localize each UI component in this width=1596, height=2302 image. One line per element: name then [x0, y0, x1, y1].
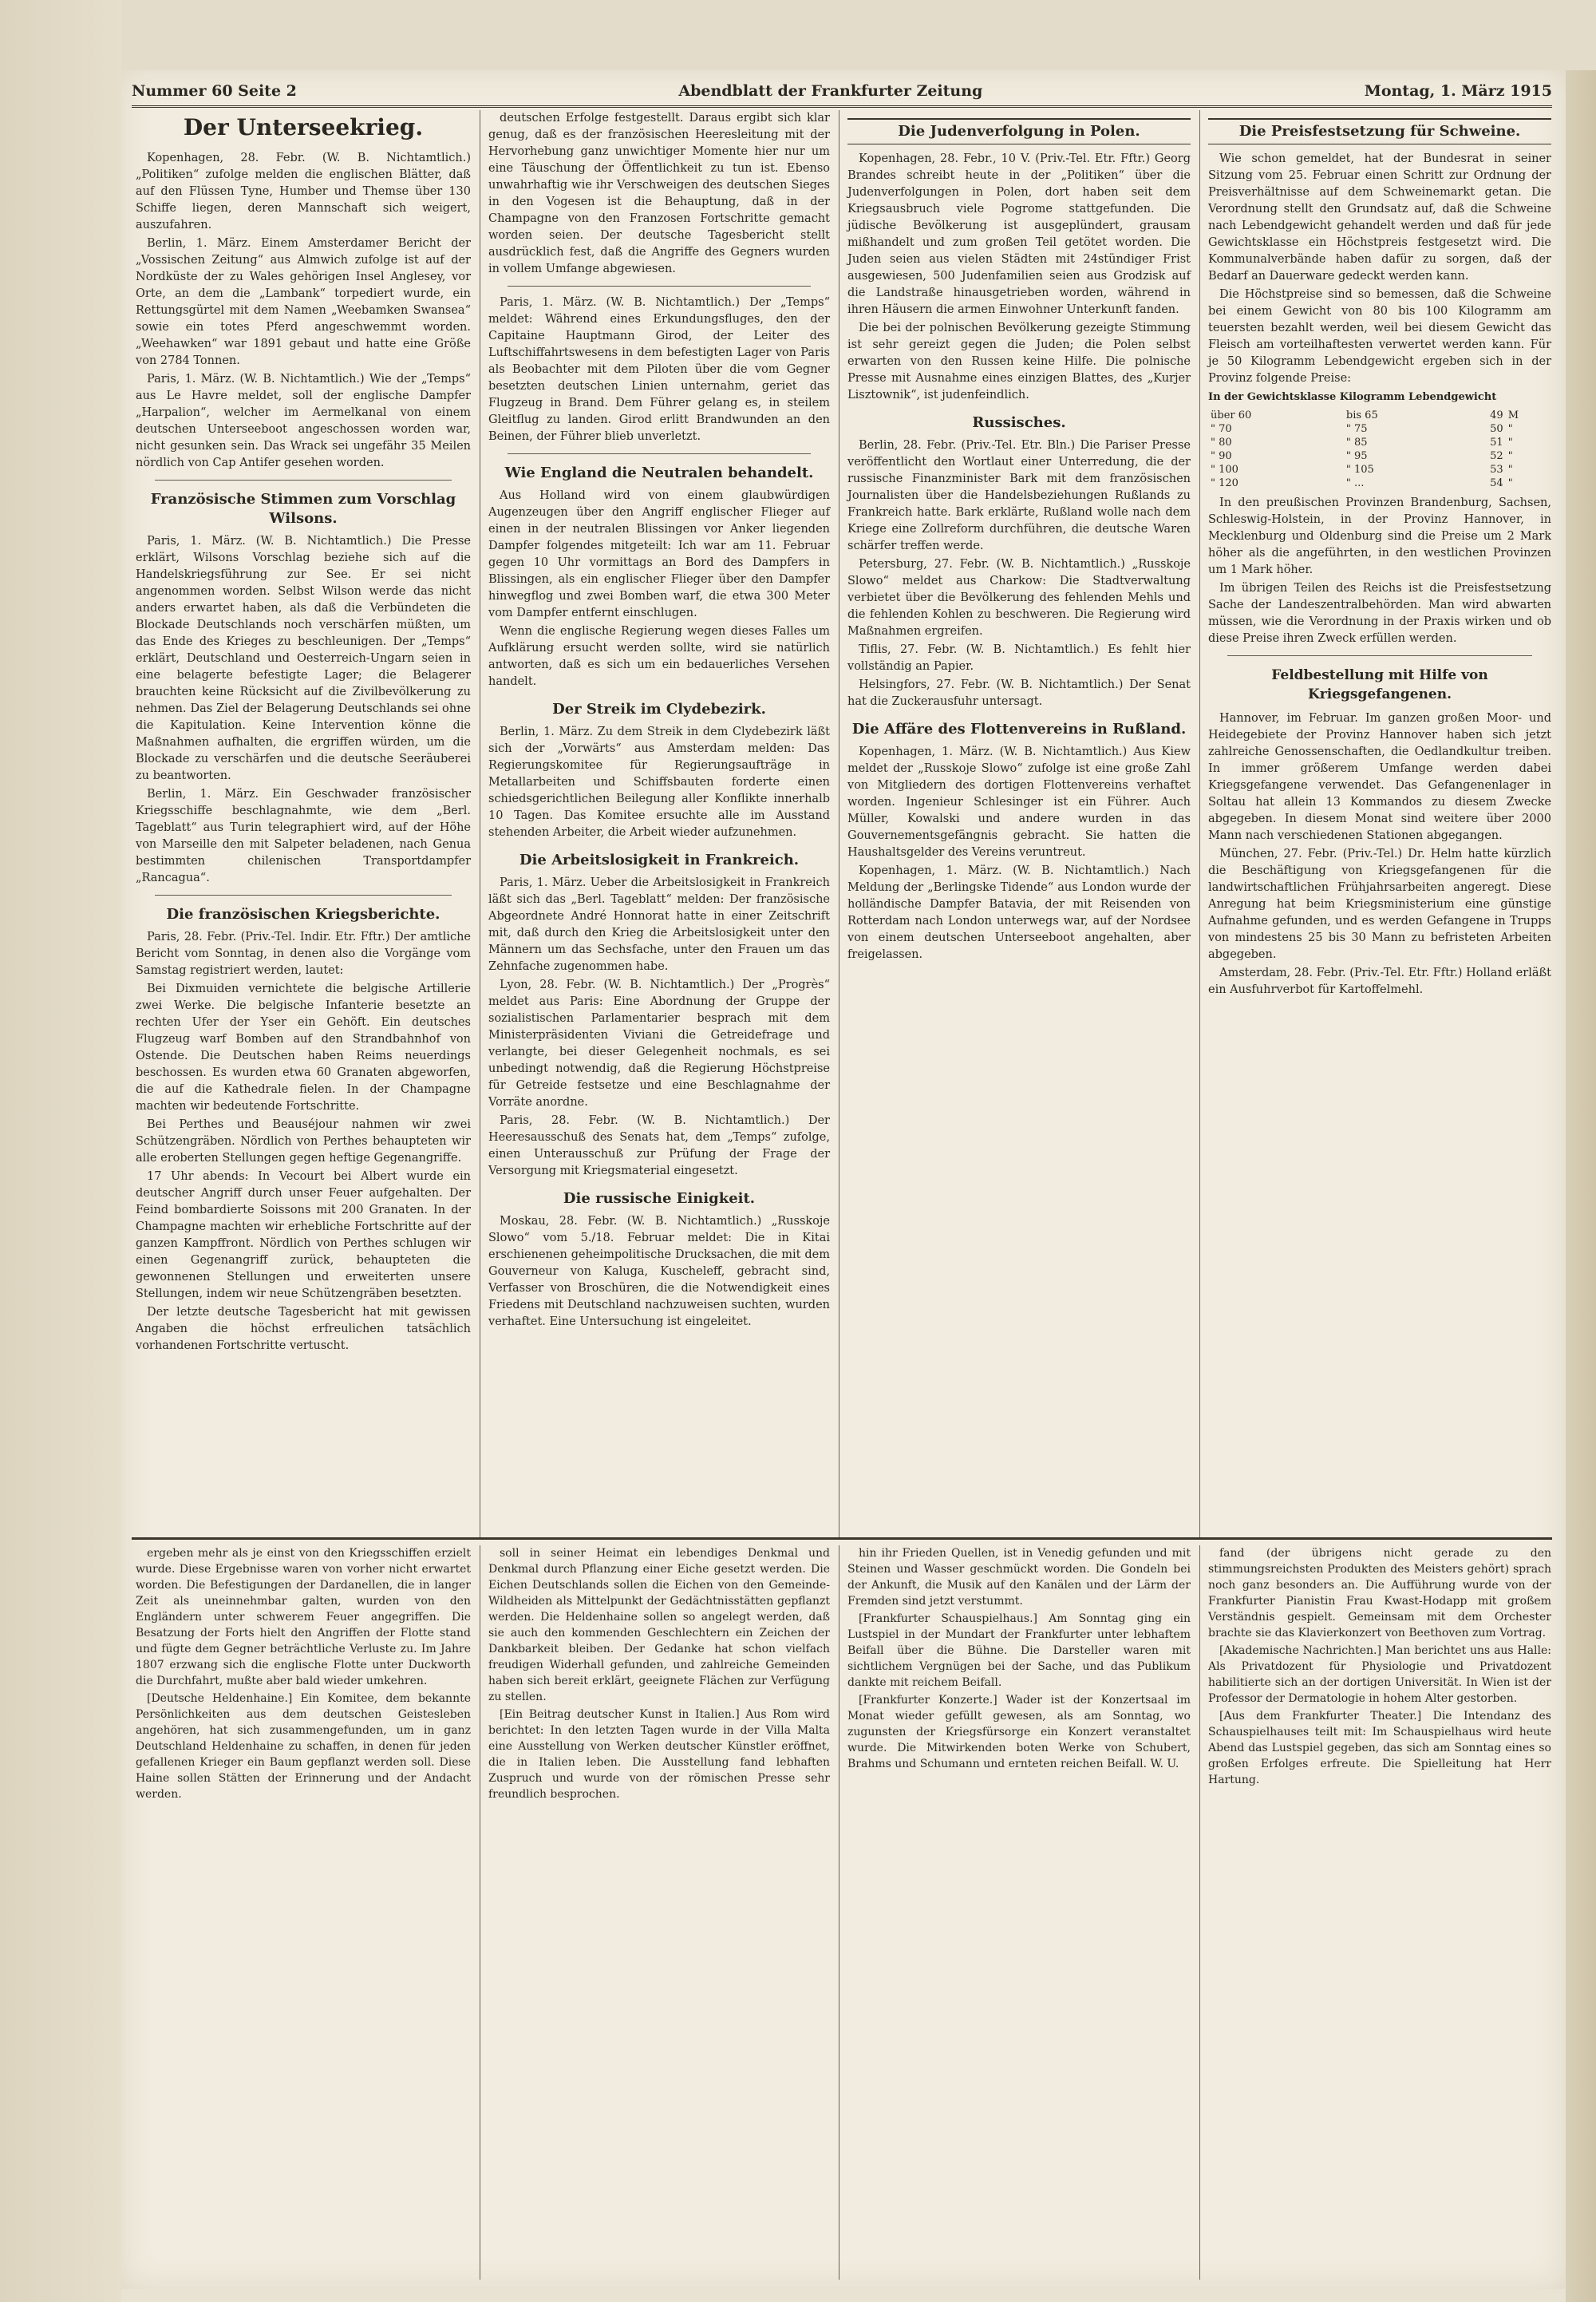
section-heading: Die Arbeitslosigkeit in Frankreich. — [519, 852, 800, 868]
article-paragraph: Die Höchstpreise sind so bemessen, daß die Schweine bei einem Gewicht von 80 bis 100 Kilogramm am teuersten bezahlt werden, weil bei diesem Gewicht das Fleisch am vorteilhaftesten verwertet werden kann. Für je 50 Kilogramm Lebendgewicht ergeben sich in der Provinz folgende Preise: — [1208, 288, 1551, 385]
article-paragraph: Moskau, 28. Febr. (W. B. Nichtamtlich.) „Russkoje Slowo“ vom 5./18. Februar meldet: Die in Kitai erschienenen geheimpolitische Drucksachen, die mit dem Gouverneur von Kaluga, Kuscheleff, gebracht sind, Verfasser von Broschüren, die die Notwendigkeit eines Friedens mit Deutschland nachzuweisen suchten, wurden verhaftet. Eine Untersuchung ist eingeleitet. — [488, 1215, 830, 1328]
column-divider — [1199, 1545, 1200, 2280]
article-paragraph: Berlin, 1. März. Ein Geschwader französischer Kriegsschiffe beschlagnahmte, wie dem „Berl. Tageblatt“ aus Turin telegraphiert wird, auf der Höhe von Marseille den mit Salpeter beladenen, nach Genua bestimmten chilenischen Transportdampfer „Rancagua“. — [136, 788, 471, 884]
article-paragraph: Petersburg, 27. Febr. (W. B. Nichtamtlich.) „Russkoje Slowo“ meldet aus Charkow: Die Stadtverwaltung verbietet über die Bevölkerung des fehlenden Mehls und die fehlenden Kohlen zu beschweren. Die Regierung wird Maßnahmen ergreifen. — [847, 558, 1191, 638]
column-3 — [847, 110, 1191, 965]
article-paragraph: Berlin, 1. März. Einem Amsterdamer Bericht der „Vossischen Zeitung“ aus Almwich zufolge ist auf der Nordküste der zu Wales gehörigen Insel Anglesey, vor Orte, an dem die „Lambank“ torpediert wurde, ein Rettungsgürtel mit dem Namen „Weebamken Swansea“ sowie ein totes Pferd angeschwemmt worden. „Weehawken“ war 1891 gebaut und hatte eine Größe von 2784 Tonnen. — [136, 237, 471, 367]
column-4 — [1208, 110, 1551, 1000]
section-heading: Wie England die Neutralen behandelt. — [504, 465, 814, 481]
section-heading: Die Preisfestsetzung für Schweine. — [1208, 118, 1551, 144]
column-divider — [1199, 110, 1200, 1537]
section-heading: Die Affäre des Flottenvereins in Rußland. — [851, 721, 1187, 738]
table-row: über 60 bis 65 49 M — [1211, 409, 1519, 421]
feuilleton-paragraph: [Frankfurter Schauspielhaus.] Am Sonntag ging ein Lustspiel in der Mundart der Frankfurter unter lebhaftem Beifall über die Bühne. Die Darsteller waren mit sichtlichem Vergnügen bei der Sache, und das Publikum dankte mit reichem Beifall. — [847, 1612, 1191, 1689]
issue-date: Montag, 1. März 1915 — [1364, 82, 1552, 100]
article-paragraph: 17 Uhr abends: In Vecourt bei Albert wurde ein deutscher Angriff durch unser Feuer aufgehalten. Der Feind bombardierte Soissons mit 200 Granaten. In der Champagne machten wir erhebliche Fortschritte auf der ganzen Kampffront. Nördlich von Perthes schlugen wir einen Gegenangriff zurück, behaupteten die gewonnenen Stellungen und erweiterten unsere Stellungen, indem wir neue Schützengräben besetzten. — [136, 1170, 471, 1300]
divider — [155, 480, 452, 481]
section-heading: Der Streik im Clydebezirk. — [552, 701, 766, 718]
divider — [508, 286, 811, 287]
article-paragraph: Der letzte deutsche Tagesbericht hat mit gewissen Angaben die höchst erfreulichen tatsächlich vorhandenen Fortschritte vertuscht. — [136, 1306, 471, 1352]
table-row: " 80 " 85 51 " — [1211, 437, 1513, 449]
table-row: " 70 " 75 50 " — [1211, 423, 1513, 435]
article-paragraph: Bei Dixmuiden vernichtete die belgische Artillerie zwei Werke. Die belgische Infanterie besetzte an rechten Ufer der Yser ein Gehöft. Ein deutsches Flugzeug warf Bomben auf den Strandbahnhof von Ostende. Die Deutschen haben Reims neuerdings beschossen. Es wurden etwa 60 Granaten abgeworfen, die auf die Kathedrale fielen. In der Champagne machten wir bedeutende Fortschritte. — [136, 983, 471, 1113]
section-heading: Feldbestellung mit Hilfe von Kriegsgefangenen. — [1271, 667, 1488, 702]
table-row: " 120 " ... 54 " — [1211, 477, 1513, 489]
divider — [508, 453, 811, 454]
feuilleton-paragraph: [Frankfurter Konzerte.] Wader ist der Konzertsaal im Monat wieder gefüllt gewesen, als am Sonntag, wo zugunsten der Kriegsfürsorge ein Konzert veranstaltet wurde. Die Mitwirkenden boten Werke von Schubert, Brahms und Schumann und ernteten reichen Beifall. W. U. — [847, 1694, 1191, 1770]
article-paragraph: Aus Holland wird von einem glaubwürdigen Augenzeugen über den Angriff englischer Flieger auf einen in der neutralen Blissingen vor Anker liegenden Dampfer folgendes mitgeteilt: Ich war am 11. Februar gegen 10 Uhr vormittags an Bord des Dampfers in Blissingen, als ein englischer Flieger über den Dampfer hinwegflog und zwei Bomben warf, die etwa 300 Meter vom Dampfer entfernt einschlugen. — [488, 489, 830, 619]
divider — [1227, 655, 1532, 656]
table-caption: In der Gewichtsklasse Kilogramm Lebendgewicht — [1208, 391, 1497, 403]
article-paragraph: Paris, 1. März. (W. B. Nichtamtlich.) Wie der „Temps“ aus Le Havre meldet, soll der englische Dampfer „Harpalion“, welcher im Aermelkanal von einem deutschen Unterseeboot angeschossen worden war, nicht gesunken sein. Das Wrack sei ungefähr 35 Meilen nördlich von Cap Antifer gesehen worden. — [136, 373, 471, 469]
newspaper-title: Abendblatt der Frankfurter Zeitung — [678, 82, 983, 100]
feuilleton-paragraph: [Ein Beitrag deutscher Kunst in Italien.] Aus Rom wird berichtet: In den letzten Tagen wurde in der Villa Malta eine Ausstellung von Werken deutscher Künstler eröffnet, die in Italien leben. Die Ausstellung fand lebhaften Zuspruch und wurde von der römischen Presse sehr freundlich besprochen. — [488, 1708, 830, 1801]
section-heading: Französische Stimmen zum Vorschlag Wilsons. — [150, 491, 456, 527]
article-paragraph: Paris, 28. Febr. (W. B. Nichtamtlich.) Der Heeresausschuß des Senats hat, dem „Temps“ zufolge, einen Unterausschuß zur Prüfung der Frage der Versorgung mit Kriegsmaterial eingesetzt. — [488, 1114, 830, 1177]
article-headline: Der Unterseekrieg. — [183, 114, 424, 140]
article-paragraph: Paris, 1. März. (W. B. Nichtamtlich.) Der „Temps“ meldet: Während eines Erkundungsfluges, den der Capitaine Hauptmann Girod, der Leiter des Luftschiffahrtswesens in dem befestigten Lager von Paris als Beobachter mit dem Piloten über die vom Gegner besetzten deutschen Linien unternahm, geriet das Flugzeug in Brand. Dem Führer gelang es, in steilem Gleitflug zu landen. Girod erlitt Brandwunden an den Beinen, der Führer blieb unverletzt. — [488, 296, 830, 443]
article-paragraph: Paris, 1. März. Ueber die Arbeitslosigkeit in Frankreich läßt sich das „Berl. Tageblatt“ melden: Der französische Abgeordnete André Honnorat hatte in einer Zeitschrift mit, daß durch den Krieg die Arbeitslosigkeit unter den Männern um das Sechsfache, unter den Frauen um das Zehnfache zugenommen habe. — [488, 876, 830, 973]
article-paragraph: In den preußischen Provinzen Brandenburg, Sachsen, Schleswig-Holstein, in der Provinz Hannover, in Mecklenburg und Oldenburg sind die Preise um 2 Mark höher als die angeführten, in den westlichen Provinzen um 1 Mark höher. — [1208, 496, 1551, 576]
article-paragraph: Helsingfors, 27. Febr. (W. B. Nichtamtlich.) Der Senat hat die Zuckerausfuhr untersagt. — [847, 678, 1191, 708]
article-paragraph: Amsterdam, 28. Febr. (Priv.-Tel. Etr. Fftr.) Holland erläßt ein Ausfuhrverbot für Kartoffelmehl. — [1208, 967, 1551, 996]
article-paragraph: Lyon, 28. Febr. (W. B. Nichtamtlich.) Der „Progrès“ meldet aus Paris: Eine Abordnung der Gruppe der sozialistischen Parlamentarier besprach mit dem Ministerpräsidenten Viviani die Getreidefrage und verlangte, bei dieser Gelegenheit nochmals, es sei unbedingt notwendig, daß die Regierung Höchstpreise für Getreide festsetze und eine Beschlagnahme der Vorräte anordne. — [488, 979, 830, 1109]
price-table — [1208, 409, 1551, 490]
article-paragraph: Paris, 1. März. (W. B. Nichtamtlich.) Die Presse erklärt, Wilsons Vorschlag beziehe sich auf die Handelskriegsführung zur See. Er sei nicht angenommen worden. Selbst Wilson werde das nicht anders erwartet haben, als daß die Verbündeten die Blockade Deutschlands noch verschärfen müßten, um das Ende des Krieges zu beschleunigen. Der „Temps“ erklärt, Deutschland und Oesterreich-Ungarn seien in eine belagerte befestigte Lager; die Belagerer brauchten keine Rücksicht auf die Zivilbevölkerung zu nehmen. Das Ziel der Belagerung Deutschlands sei ohne die Kapitulation. Keine Intervention könne die Maßnahmen aufhalten, die ergriffen würden, um die Blockade zu verschärfen und die deutsche Seeräuberei zu beantworten. — [136, 535, 471, 782]
article-paragraph: Kopenhagen, 1. März. (W. B. Nichtamtlich.) Nach Meldung der „Berlingske Tidende“ aus London wurde der holländische Dampfer Batavia, der mit Reisenden von Rotterdam nach London unterwegs war, auf der Nordsee von einem deutschen Unterseeboot angehalten, aber freigelassen. — [847, 864, 1191, 961]
page-background-left — [0, 0, 121, 2302]
feuilleton-column-4 — [1208, 1545, 1551, 2280]
article-paragraph: Kopenhagen, 28. Febr., 10 V. (Priv.-Tel. Etr. Fftr.) Georg Brandes schreibt heute in der „Politiken“ über die Judenverfolgungen in Polen, dort haben seit dem Kriegsausbruch viele Pogrome stattgefunden. Die jüdische Bevölkerung ist ausgeplündert, grausam mißhandelt und zum großen Teil getötet worden. Die Juden seien aus vielen Städten mit 24stündiger Frist ausgewiesen, 500 Judenfamilien seien aus Grodzisk auf die Landstraße hinausgetrieben worden, während in ihren Häusern die armen Einwohner Unterkunft fanden. — [847, 152, 1191, 316]
column-2 — [488, 110, 830, 1332]
article-paragraph: Kopenhagen, 28. Febr. (W. B. Nichtamtlich.) „Politiken“ zufolge melden die englischen Blätter, daß auf den Flüssen Tyne, Humber und Themse über 130 Schiffe liegen, deren Mannschaft sich weigert, auszufahren. — [136, 152, 471, 231]
section-heading: Die russische Einigkeit. — [563, 1190, 756, 1207]
article-paragraph: Die bei der polnischen Bevölkerung gezeigte Stimmung ist sehr gereizt gegen die Juden; die Polen selbst erwarten von den Russen keine Hilfe. Die polnische Presse mit Ausnahme eines einzigen Blattes, des „Kurjer Lisztownik“, ist judenfeindlich. — [847, 322, 1191, 401]
page-number: Nummer 60 Seite 2 — [132, 82, 297, 100]
article-paragraph: Im übrigen Teilen des Reichs ist die Preisfestsetzung Sache der Landeszentralbehörden. Man wird abwarten müssen, wie die Verordnung in der Praxis wirken und ob diese Preise ihren Zweck erfüllen werden. — [1208, 582, 1551, 645]
section-heading: Russisches. — [972, 414, 1066, 431]
feuilleton-column-3 — [847, 1545, 1191, 2280]
article-paragraph: Hannover, im Februar. Im ganzen großen Moor- und Heidegebiete der Provinz Hannover haben sich jetzt zahlreiche Genossenschaften, die Oedlandkultur treiben. In immer größerem Umfange werden dabei Kriegsgefangene verwendet. Das Gefangenenlager in Soltau hat allein 13 Kommandos zu diesem Zwecke abgegeben. In diesem Monat sind weitere über 2000 Mann nach verschiedenen Stationen abgegangen. — [1208, 712, 1551, 842]
feuilleton-paragraph: soll in seiner Heimat ein lebendiges Denkmal und Denkmal durch Pflanzung einer Eiche gesetzt werden. Die Eichen Deutschlands sollen die Eichen von den Gemeinde-Wildheiden als Mittelpunkt der Gedächtnisstätten gepflanzt werden. Die Heldenhaine sollen so angelegt werden, daß sie auch den kommenden Geschlechtern ein Zeichen der Dankbarkeit bleiben. Der Gedanke hat schon vielfach freudigen Widerhall gefunden, und zahlreiche Gemeinden haben sich bereit erklärt, geeignete Flächen zur Verfügung zu stellen. — [488, 1547, 830, 1703]
article-paragraph: München, 27. Febr. (Priv.-Tel.) Dr. Helm hatte kürzlich die Beschäftigung von Kriegsgefangenen für die landwirtschaftlichen Frühjahrsarbeiten angeregt. Diese Anregung hat beim Kriegsministerium eine günstige Aufnahme gefunden, und es werden Gefangene in Trupps von mindestens 25 bis 30 Mann zu befristeten Arbeiten abgegeben. — [1208, 848, 1551, 961]
feuilleton-paragraph: fand (der übrigens nicht gerade zu den stimmungsreichsten Produkten des Meisters gehört) sprach noch ganz besonders an. Die Aufführung wurde von der Frankfurter Pianistin Frau Kwast-Hodapp mit großem Verständnis gespielt. Gemeinsam mit dem Orchester brachte sie das Klavierkonzert von Beethoven zum Vortrag. — [1208, 1547, 1551, 1639]
feuilleton-paragraph: [Akademische Nachrichten.] Man berichtet uns aus Halle: Als Privatdozent für Physiologie und Privatdozent habilitierte sich an der dortigen Universität. In Wien ist der Professor der Dermatologie in hohem Alter gestorben. — [1208, 1644, 1551, 1705]
feuilleton-paragraph: [Deutsche Heldenhaine.] Ein Komitee, dem bekannte Persönlichkeiten aus dem deutschen Geistesleben angehören, hat sich zusammengefunden, um in ganz Deutschland Heldenhaine zu schaffen, in denen für jeden gefallenen Krieger ein Baum gepflanzt werden soll. Diese Haine sollen Stätten der Erinnerung und der Andacht werden. — [136, 1692, 471, 1801]
divider — [155, 895, 452, 896]
page-fold-edge — [1566, 70, 1596, 2302]
feuilleton-divider — [132, 1537, 1552, 1540]
article-paragraph: deutschen Erfolge festgestellt. Daraus ergibt sich klar genug, daß es der französischen Heeresleitung mit der Hervorhebung ganz unwichtiger Momente hier nur um eine Täuschung der Öffentlichkeit zu tun ist. Ebenso unwahrhaftig wie ihr Verschweigen des deutschen Sieges in den Vogesen ist die Behauptung, daß in der Champagne von den Franzosen Fortschritte gemacht worden seien. Der deutsche Tagesbericht stellt ausdrücklich fest, daß die Angriffe des Gegners wurden in vollem Umfange abgewiesen. — [488, 112, 830, 275]
article-paragraph: Wenn die englische Regierung wegen dieses Falles um Aufklärung ersucht werden sollte, wird sie natürlich antworten, daß es sich um ein bedauerliches Versehen handelt. — [488, 625, 830, 688]
article-paragraph: Kopenhagen, 1. März. (W. B. Nichtamtlich.) Aus Kiew meldet der „Russkoje Slowo“ zufolge ist eine große Zahl von Mitgliedern des dortigen Flottenvereins verhaftet worden. Ingenieur Schlesinger ist ein Führer. Auch Müller, Kowalski und andere wurden in das Gouvernementsgefängnis gebracht. Sie hatten die Haushaltsgelder des Vereins veruntreut. — [847, 746, 1191, 859]
article-paragraph: Wie schon gemeldet, hat der Bundesrat in seiner Sitzung vom 25. Februar einen Schritt zur Ordnung der Preisverhältnisse auf dem Schweinemarkt getan. Die Verordnung stellt den Grundsatz auf, daß die Schweine nach Lebendgewicht gehandelt werden und daß für jede Gewichtsklasse ein Höchstpreis festgesetzt wird. Die Kommunalverbände haben dafür zu sorgen, daß der Bedarf an Dauerware gedeckt werden kann. — [1208, 152, 1551, 283]
article-paragraph: Berlin, 1. März. Zu dem Streik in dem Clydebezirk läßt sich der „Vorwärts“ aus Amsterdam melden: Das Regierungskomitee für Regierungsaufträge in Metallarbeiten und Schiffsbauten forderte einen schiedsgerichtlichen Beilegung aller Konflikte innerhalb 10 Tagen. Das Komitee ersuchte alle im Ausstand stehenden Arbeiter, die Arbeit wieder aufzunehmen. — [488, 726, 830, 839]
feuilleton-paragraph: ergeben mehr als je einst von den Kriegsschiffen erzielt wurde. Diese Ergebnisse waren von vorher nicht erwartet worden. Die Befestigungen der Dardanellen, die in langer Zeit als uneinnehmbar galten, wurden von den Engländern unter schwerem Feuer angegriffen. Die Besatzung der Forts hielt den Angriffen der Flotte stand und fügte dem Gegner beträchtliche Verluste zu. Im Jahre 1807 erzwang sich die englische Flotte unter Duckworth die Durchfahrt, mußte aber bald wieder umkehren. — [136, 1547, 471, 1687]
table-row: " 90 " 95 52 " — [1211, 450, 1513, 462]
article-paragraph: Tiflis, 27. Febr. (W. B. Nichtamtlich.) Es fehlt hier vollständig an Papier. — [847, 643, 1191, 673]
feuilleton-paragraph: hin ihr Frieden Quellen, ist in Venedig gefunden und mit Steinen und Wasser geschmückt worden. Die Gondeln bei der Ankunft, die Musik auf den Kanälen und der Lärm der Fremden sind jetzt verstummt. — [847, 1547, 1191, 1608]
page-background-top — [0, 0, 1596, 70]
feuilleton-column-1 — [136, 1545, 471, 2280]
table-row: " 100 " 105 53 " — [1211, 464, 1513, 476]
article-paragraph: Paris, 28. Febr. (Priv.-Tel. Indir. Etr. Fftr.) Der amtliche Bericht vom Sonntag, in denen also die Vorgänge vom Samstag registriert werden, lautet: — [136, 931, 471, 977]
feuilleton-column-2 — [488, 1545, 830, 2280]
page-header — [132, 77, 1552, 108]
section-heading: Die französischen Kriegsberichte. — [166, 906, 440, 923]
article-paragraph: Bei Perthes und Beauséjour nahmen wir zwei Schützengräben. Nördlich von Perthes behaupteten wir alle eroberten Stellungen gegen heftige Gegenangriffe. — [136, 1118, 471, 1165]
section-heading: Die Judenverfolgung in Polen. — [847, 118, 1191, 144]
article-paragraph: Berlin, 28. Febr. (Priv.-Tel. Etr. Bln.) Die Pariser Presse veröffentlicht den Wortlaut einer Unterredung, die der russische Finanzminister Bark mit dem französischen Journalisten über die Handelsbeziehungen Rußlands zu Frankreich hatte. Bark erklärte, Rußland wolle nach dem Kriege eine Zollreform durchführen, die deutsche Waren schärfer treffen werde. — [847, 439, 1191, 552]
feuilleton-paragraph: [Aus dem Frankfurter Theater.] Die Intendanz des Schauspielhauses teilt mit: Im Schauspielhaus wird heute Abend das Lustspiel gegeben, das sich am Sonntag eines so großen Erfolges erfreute. Die Spielleitung hat Herr Hartung. — [1208, 1710, 1551, 1786]
column-1 — [136, 110, 471, 1356]
